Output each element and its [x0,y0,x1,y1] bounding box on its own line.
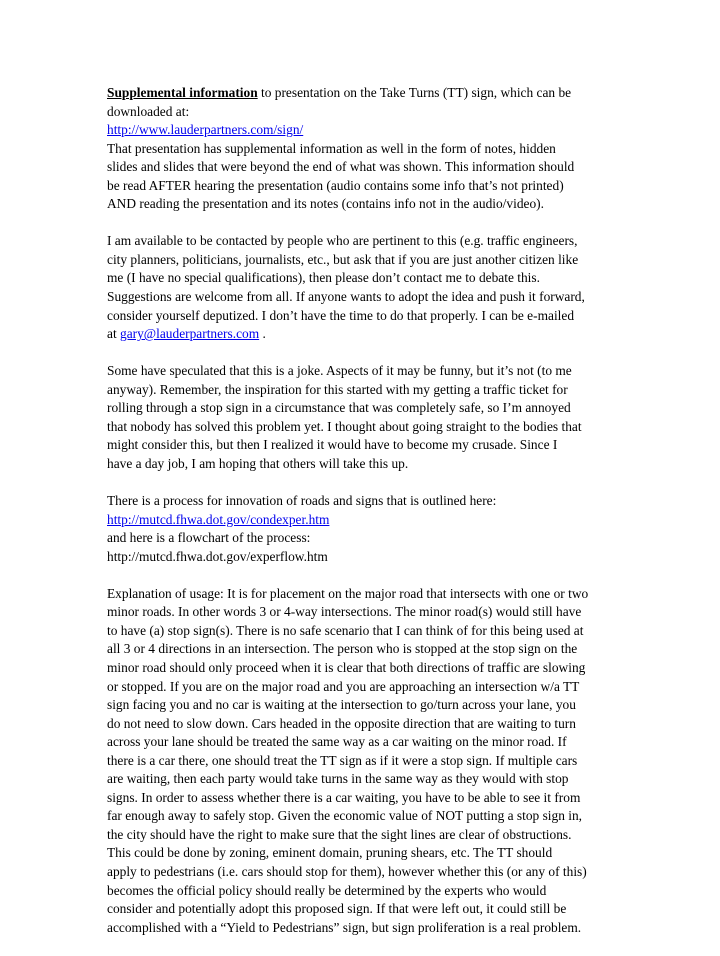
usage-line: signs. In order to assess whether there is a car waiting, you have to be able to see it from [107,789,581,805]
contact-line-6-post: . [259,326,266,342]
intro-line-1 [107,84,627,103]
heading-supplemental-information: Supplemental information [107,85,258,100]
joke-line-6: have a day job, I am hoping that others will take this up. [107,455,409,471]
process-line-1: There is a process for innovation of roads and signs that is outlined here: [107,493,497,509]
contact-line-3: me (I have no special qualifications), then please don’t contact me to debate this. [107,270,540,286]
paragraph-intro [107,84,627,214]
usage-line: across your lane should be treated the same way as a car waiting on the minor road. If [107,734,567,750]
joke-line-3: rolling through a stop sign in a circumstance that was completely safe, so I’m annoyed [107,400,571,416]
process-line-3: and here is a flowchart of the process: [107,530,311,546]
usage-line: This could be done by zoning, eminent domain, pruning shears, etc. The TT should [107,845,553,861]
paragraph-contact [107,232,627,343]
intro-line-7: AND reading the presentation and its notes (contains info not in the audio/video). [107,196,544,212]
paragraph-process [107,492,627,566]
joke-line-5: might consider this, but then I realized it would have to become my crusade. Since I [107,437,558,453]
contact-line-5: consider yourself deputized. I don’t have the time to do that properly. I can be e-mailed [107,307,575,323]
joke-line-1: Some have speculated that this is a joke. Aspects of it may be funny, but it’s not (to me [107,363,572,379]
usage-line: becomes the official policy should really be determined by the experts who would [107,882,547,898]
document-page [107,84,627,956]
contact-line-6 [107,325,627,344]
intro-line-2: downloaded at: [107,103,190,119]
intro-line-1-text: to presentation on the Take Turns (TT) sign, which can be [257,85,572,100]
intro-line-6: be read AFTER hearing the presentation (audio contains some info that’s not printed) [107,177,564,193]
usage-line: minor roads. In other words 3 or 4-way intersections. The minor road(s) would still have [107,604,582,620]
intro-line-4: That presentation has supplemental information as well in the form of notes, hidden [107,140,556,156]
usage-line: accomplished with a “Yield to Pedestrians” sign, but sign proliferation is a real problem. [107,919,582,935]
process-link-line [107,511,627,530]
usage-line: far enough away to safely stop. Given the economic value of NOT putting a stop sign in, [107,808,583,824]
contact-line-1: I am available to be contacted by people who are pertinent to this (e.g. traffic engineers, [107,233,578,249]
usage-line: to have (a) stop sign(s). There is no safe scenario that I can think of for this being used at [107,622,584,638]
contact-line-4: Suggestions are welcome from all. If anyone wants to adopt the idea and push it forward, [107,289,585,305]
usage-line: are waiting, then each party would take turns in the same way as they would with stop [107,771,569,787]
usage-line: all 3 or 4 directions in an intersection. The person who is stopped at the stop sign on the [107,641,578,657]
usage-line: there is a car there, one should treat the TT sign as if it were a stop sign. If multiple cars [107,752,578,768]
contact-line-6-pre: at [107,326,121,342]
intro-line-5: slides and slides that were beyond the end of what was shown. This information should [107,159,575,175]
joke-line-2: anyway). Remember, the inspiration for this started with my getting a traffic ticket for [107,381,568,397]
presentation-link[interactable]: http://www.lauderpartners.com/sign/ [107,122,304,138]
usage-line: or stopped. If you are on the major road and you are approaching an intersection w/a TT [107,678,580,694]
paragraph-joke [107,362,627,473]
condexper-link[interactable]: http://mutcd.fhwa.dot.gov/condexper.htm [107,511,330,527]
usage-line: minor road should only proceed when it is clear that both directions of traffic are slowing [107,659,586,675]
contact-line-2: city planners, politicians, journalists, etc., but ask that if you are just another citizen like [107,251,579,267]
usage-line: do not need to slow down. Cars headed in the opposite direction that are waiting to turn [107,715,576,731]
usage-line: Explanation of usage: It is for placement on the major road that intersects with one or two [107,585,589,601]
joke-line-4: that nobody has solved this problem yet. I thought about going straight to the bodies that [107,418,582,434]
email-link[interactable]: gary@lauderpartners.com [120,326,260,342]
flowchart-url: http://mutcd.fhwa.dot.gov/experflow.htm [107,548,328,564]
usage-line: sign facing you and no car is waiting at the intersection to go/turn across your lane, you [107,697,576,713]
usage-line: consider and potentially adopt this proposed sign. If that were left out, it could still be [107,901,567,917]
intro-link-line [107,121,627,140]
paragraph-usage [107,585,627,937]
usage-line: apply to pedestrians (i.e. cars should stop for them), however whether this (or any of this) [107,863,587,879]
usage-line: the city should have the right to make sure that the sight lines are clear of obstructions. [107,826,572,842]
